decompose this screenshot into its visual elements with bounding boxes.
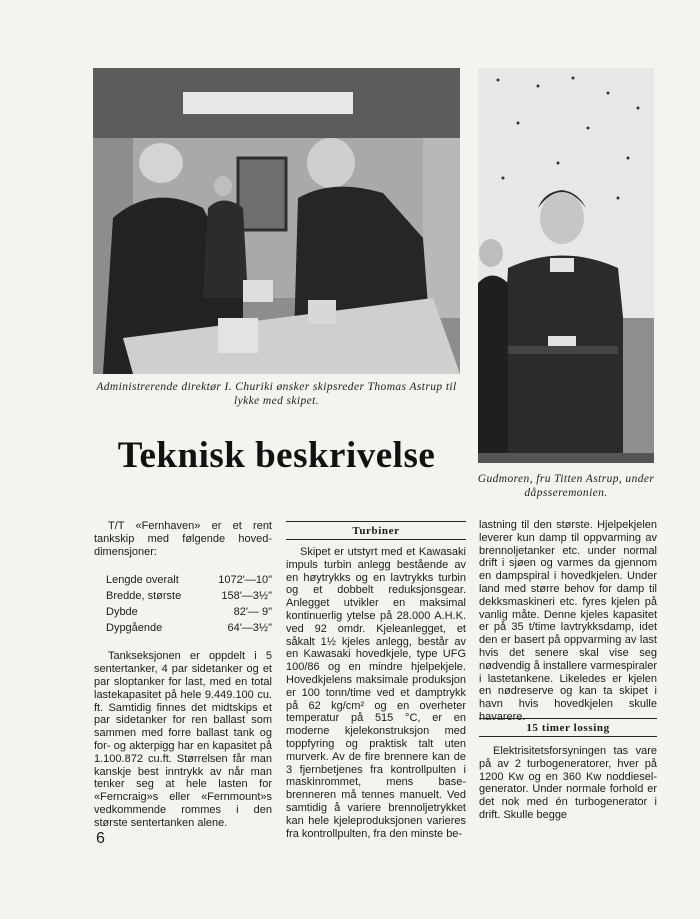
page-number: 6 <box>96 830 105 847</box>
table-row <box>106 620 272 636</box>
section-heading-lossing: 15 timer lossing <box>479 718 657 737</box>
spec-value: 1072'—10" <box>218 574 272 587</box>
handshake-photo-caption: Administrerende direktør I. Churiki ønsker skipsreder Thomas Astrup til lykke med skipet. <box>96 381 457 407</box>
godmother-photo <box>478 68 654 463</box>
spec-label: Lengde overalt <box>106 574 179 587</box>
godmother-photo-caption: Gudmoren, fru Titten Astrup, under dåpsseremonien. <box>477 473 655 499</box>
section-heading-turbiner: Turbiner <box>286 521 466 540</box>
spec-label: Dybde <box>106 606 138 619</box>
column-3-lower <box>479 745 657 822</box>
turbine-paragraph: Skipet er utstyrt med et Kawasaki impuls turbin anlegg bestående av en høytrykks og en lavtrykks turbin og et dobbelt reduksjonsgear. Anlegget utvikler en maksimal kontinuerlig ytelse på 28.000 A.H.K. ved 92 omdr. Kjeleanlegget, et såkalt 1½ kjeles anlegg, består av en Kawasaki hovedkjele, type UFG 100/86 og en mindre hjelpekjele. Hovedkjelens maksimale produksjon er 100 tonn/time ved et damptrykk på 62 kg/cm² og en overheter temperatur på 515 °C, er en moderne kjelekonstruksjon med toppfyring og praktisk talt uten murverk. Av de fire brennere kan de 3 fjernbetjenes fra kontrollpulten i maskinrommet, mens base-brenneren må tennes manuelt. Ved samtidig å variere brennoljetrykket kan hele kjeleproduksjonen varieres fra kontrollpulten, fra den minste be- <box>286 546 466 840</box>
handshake-photo <box>93 68 460 374</box>
column-3 <box>479 519 657 724</box>
table-row <box>106 588 272 604</box>
spec-value: 82'— 9" <box>233 606 272 619</box>
table-row <box>106 572 272 588</box>
spec-value: 64'—3½" <box>227 622 272 635</box>
article-headline: Teknisk beskrivelse <box>117 435 436 476</box>
table-row <box>106 604 272 620</box>
electricity-paragraph: Elektrisitetsforsyningen tas vare på av 2 turbogeneratorer, hver på 1200 Kw og en 360 Kw noddiesel-generator. Under normale forhold er det nok med én turbogenerator i drift. Skulle begge <box>479 745 657 821</box>
dimensions-table <box>106 572 272 636</box>
spec-label: Bredde, største <box>106 590 182 603</box>
intro-paragraph: T/T «Fernhaven» er et rent tankskip med følgende hoved-dimensjoner: <box>94 520 272 558</box>
tank-section-paragraph: Tankseksjonen er oppdelt i 5 sentertanker, 4 par sidetanker og et par sloptanker for last, med en total lastekapasitet på hele 9.449.100 cu. ft. Samtidig finnes det midtskips et par sidetanker for ren ballast som sammen med forre ballast tank og for- og akterpigg har en kapasitet på 1.100.872 cu.ft. Størrelsen får man kanskje best inntrykk av når man tenker seg at hele lasten for «Ferncraig»s eller «Fernmount»s vedkommende rommes i den største sentertanken alene. <box>94 650 272 829</box>
spec-label: Dypgående <box>106 622 163 635</box>
column-2 <box>286 546 466 840</box>
column-1 <box>94 520 272 830</box>
boiler-continued-paragraph: lastning til den største. Hjelpekjelen leverer kun damp til oppvarming av brennoljetanker etc. under normal drift i sjøen og varmes da gjennom en dampspiral i hovedkjelen. Under land med større behov for damp til dekksmaskineri etc. fyres kjelen på vanlig måte. Denne kjeles kapasitet er på 35 t/time lavtrykksdamp, idet den er basert på oppvarming av last hvis det senere skal vise seg nødvendig å installere varmespiraler i lastetankene. Likeledes er kjelen en nødreserve og kan ta skipet i havn hvis hovedkjelen skulle havarere. <box>479 519 657 723</box>
spec-value: 158'—3½" <box>221 590 272 603</box>
